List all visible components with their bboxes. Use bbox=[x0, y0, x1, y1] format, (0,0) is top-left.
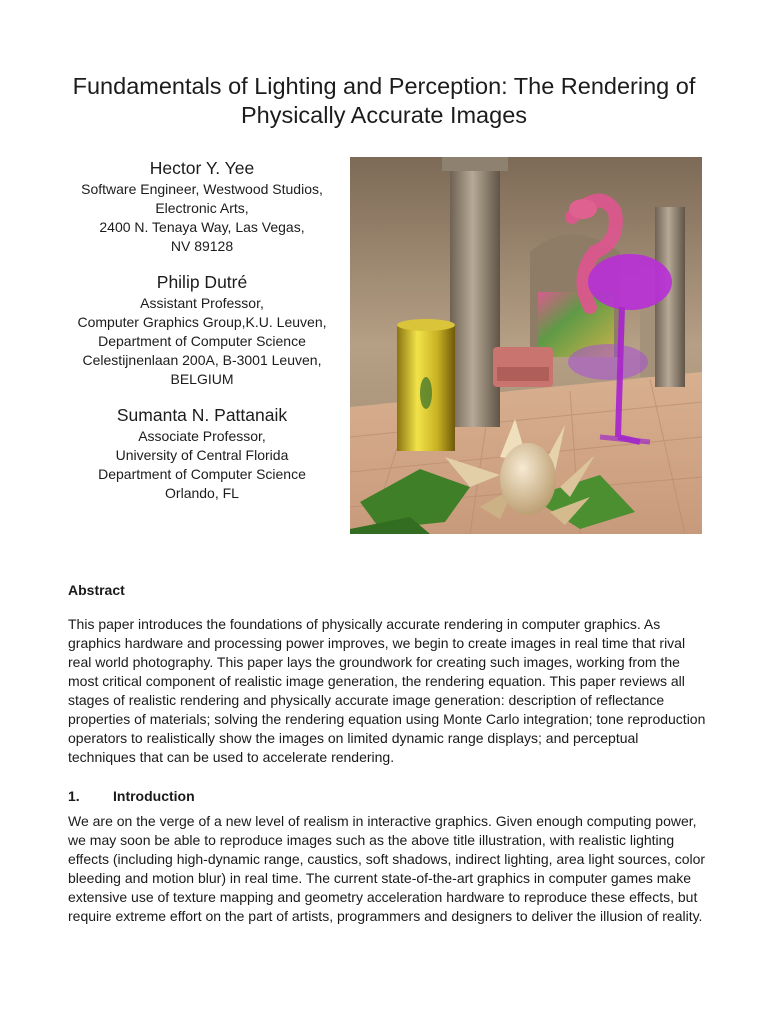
abstract-text: This paper introduces the foundations of physically accurate rendering in computer graphics. As graphics hardware and processing power improves, we begin to create images in real time that rival real world photography. This paper lays the groundwork for creating such images, working from the most critical component of realistic image generation, the rendering equation. This paper reviews all stages of realistic rendering and physically accurate image generation: description of reflectance properties of materials; solving the rendering equation using Monte Carlo integration; tone reproduction operators to realistically show the images on limited dynamic range displays; and perceptual techniques that can be used to accelerate rendering. bbox=[68, 616, 706, 765]
affiliation-line: Associate Professor, bbox=[138, 428, 266, 444]
author-3 bbox=[52, 403, 352, 503]
section-heading-introduction bbox=[68, 787, 195, 806]
rendered-scene-illustration bbox=[350, 157, 702, 534]
introduction-text: We are on the verge of a new level of realism in interactive graphics. Given enough computing power, we may soon be able to reproduce images such as the above title illustration, with realistic lighting effects (including high-dynamic range, caustics, soft shadows, indirect lighting, area light sources, color bleeding and motion blur) in real time. The current state-of-the-art graphics in computer games make extensive use of texture mapping and geometry acceleration hardware to reproduce these effects, but require extreme effort on the part of artists, programmers and designers to deliver the illusion of reality. bbox=[68, 813, 706, 924]
affiliation-line: Electronic Arts, bbox=[155, 200, 249, 216]
section-title: Introduction bbox=[113, 788, 195, 804]
affiliation-line: BELGIUM bbox=[170, 371, 234, 387]
affiliation-line: Assistant Professor, bbox=[140, 295, 264, 311]
affiliation-line: University of Central Florida bbox=[115, 447, 289, 463]
title-illustration bbox=[350, 157, 702, 534]
author-1 bbox=[52, 156, 352, 256]
paper-title: Fundamentals of Lighting and Perception: The Rendering of Physically Accurate Images bbox=[72, 73, 696, 128]
affiliation-line: Department of Computer Science bbox=[98, 333, 306, 349]
affiliation-line: Computer Graphics Group,K.U. Leuven, bbox=[77, 314, 327, 330]
section-number: 1. bbox=[68, 788, 80, 804]
affiliation-line: Software Engineer, Westwood Studios, bbox=[81, 181, 323, 197]
author-block bbox=[52, 156, 352, 517]
author-name: Hector Y. Yee bbox=[149, 158, 255, 178]
affiliation-line: Celestijnenlaan 200A, B-3001 Leuven, bbox=[82, 352, 322, 368]
affiliation-line: Department of Computer Science bbox=[98, 466, 306, 482]
author-name: Philip Dutré bbox=[156, 272, 248, 292]
affiliation-line: 2400 N. Tenaya Way, Las Vegas, bbox=[99, 219, 305, 235]
affiliation-line: Orlando, FL bbox=[165, 485, 239, 501]
author-2 bbox=[52, 270, 352, 389]
author-name: Sumanta N. Pattanaik bbox=[116, 405, 288, 425]
affiliation-line: NV 89128 bbox=[170, 238, 234, 254]
abstract-heading: Abstract bbox=[68, 582, 125, 598]
